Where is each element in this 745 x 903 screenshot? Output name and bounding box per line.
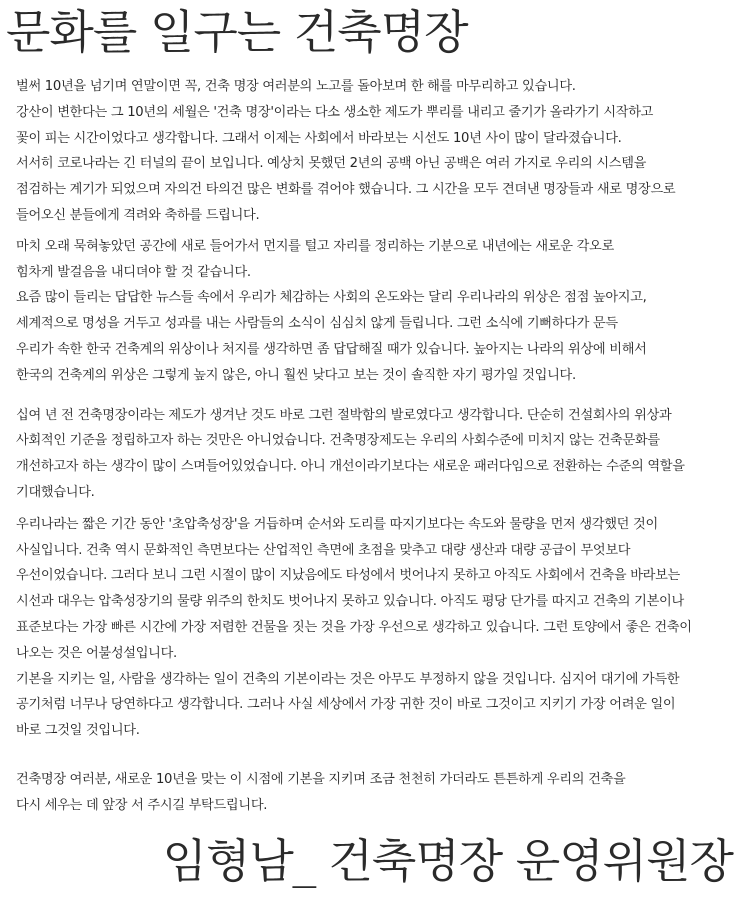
text-line: 마치 오래 묵혀놓았던 공간에 새로 들어가서 먼지를 털고 자리를 정리하는 기분으로 내년에는 새로운 각오로 <box>16 238 614 254</box>
paragraph-5 <box>16 667 738 744</box>
text-line: 한국의 건축계의 위상은 그렇게 높지 않은, 아니 훨씬 낮다고 보는 것이 솔직한 자기 평가일 것입니다. <box>16 367 576 383</box>
text-line: 들어오신 분들에게 격려와 축하를 드립니다. <box>16 207 260 223</box>
text-line: 시선과 대우는 압축성장기의 물량 위주의 한치도 벗어나지 못하고 있습니다. 아직도 평당 단가를 따지고 건축의 기본이나 <box>16 594 684 610</box>
text-line: 우선이었습니다. 그러다 보니 그런 시절이 많이 지났음에도 타성에서 벗어나지 못하고 아직도 사회에서 건축을 바라보는 <box>16 568 681 584</box>
paragraph-3 <box>16 403 738 506</box>
text-line: 십여 년 전 건축명장이라는 제도가 생겨난 것도 바로 그런 절박함의 발로였다고 생각합니다. 단순히 건설회사의 위상과 <box>16 407 672 423</box>
text-line: 강산이 변한다는 그 10년의 세월은 '건축 명장'이라는 다소 생소한 제도가 뿌리를 내리고 줄기가 올라가기 시작하고 <box>16 104 654 120</box>
text-line: 사회적인 기준을 정립하고자 하는 것만은 아니었습니다. 건축명장제도는 우리의 사회수준에 미치지 않는 건축문화를 <box>16 433 660 449</box>
text-line: 서서히 코로나라는 긴 터널의 끝이 보입니다. 예상치 못했던 2년의 공백 아닌 공백은 여러 가지로 우리의 시스템을 <box>16 156 647 172</box>
text-line: 꽃이 피는 시간이었다고 생각합니다. 그래서 이제는 사회에서 바라보는 시선도 10년 사이 많이 달라졌습니다. <box>16 130 622 146</box>
author-signature: 임형남_ 건축명장 운영위원장 <box>162 834 733 888</box>
text-line: 기대했습니다. <box>16 484 95 500</box>
text-line: 바로 그것일 것입니다. <box>16 723 140 739</box>
text-line: 힘차게 발걸음을 내디뎌야 할 것 같습니다. <box>16 264 251 280</box>
text-line: 표준보다는 가장 빠른 시간에 가장 저렴한 건물을 짓는 것을 가장 우선으로 생각하고 있습니다. 그런 토양에서 좋은 건축이 <box>16 619 692 635</box>
text-line: 우리가 속한 한국 건축계의 위상이나 처지를 생각하면 좀 답답해질 때가 있습니다. 높아지는 나라의 위상에 비해서 <box>16 341 647 357</box>
page-title: 문화를 일구는 건축명장 <box>6 5 468 59</box>
text-line: 공기처럼 너무나 당연하다고 생각합니다. 그러나 사실 세상에서 가장 귀한 것이 바로 그것이고 지키기 가장 어려운 일이 <box>16 697 676 713</box>
text-line: 우리나라는 짧은 기간 동안 '초압축성장'을 거듭하며 순서와 도리를 따지기보다는 속도와 물량을 먼저 생각했던 것이 <box>16 516 658 532</box>
text-line: 세계적으로 명성을 거두고 성과를 내는 사람들의 소식이 심심치 않게 들립니다. 그런 소식에 기뻐하다가 문득 <box>16 316 618 332</box>
paragraph-1 <box>16 74 738 229</box>
paragraph-6 <box>16 767 738 819</box>
text-line: 사실입니다. 건축 역시 문화적인 측면보다는 산업적인 측면에 초점을 맞추고 대량 생산과 대량 공급이 무엇보다 <box>16 542 631 558</box>
text-line: 점검하는 계기가 되었으며 자의건 타의건 많은 변화를 겪어야 했습니다. 그 시간을 모두 견뎌낸 명장들과 새로 명장으로 <box>16 182 676 198</box>
paragraph-4 <box>16 512 738 667</box>
text-line: 개선하고자 하는 생각이 많이 스며들어있었습니다. 아니 개선이라기보다는 새로운 패러다임으로 전환하는 수준의 역할을 <box>16 459 685 475</box>
text-line: 다시 세우는 데 앞장 서 주시길 부탁드립니다. <box>16 797 268 813</box>
text-line: 건축명장 여러분, 새로운 10년을 맞는 이 시점에 기본을 지키며 조금 천천히 가더라도 튼튼하게 우리의 건축을 <box>16 771 626 787</box>
article-body <box>16 74 738 819</box>
paragraph-2 <box>16 234 738 389</box>
text-line: 나오는 것은 어불성설입니다. <box>16 645 177 661</box>
text-line: 벌써 10년을 넘기며 연말이면 꼭, 건축 명장 여러분의 노고를 돌아보며 한 해를 마무리하고 있습니다. <box>16 79 576 94</box>
text-line: 기본을 지키는 일, 사람을 생각하는 일이 건축의 기본이라는 것은 아무도 부정하지 않을 것입니다. 심지어 대기에 가득한 <box>16 671 680 687</box>
text-line: 요즘 많이 들리는 답답한 뉴스들 속에서 우리가 체감하는 사회의 온도와는 달리 우리나라의 위상은 점점 높아지고, <box>16 290 647 306</box>
